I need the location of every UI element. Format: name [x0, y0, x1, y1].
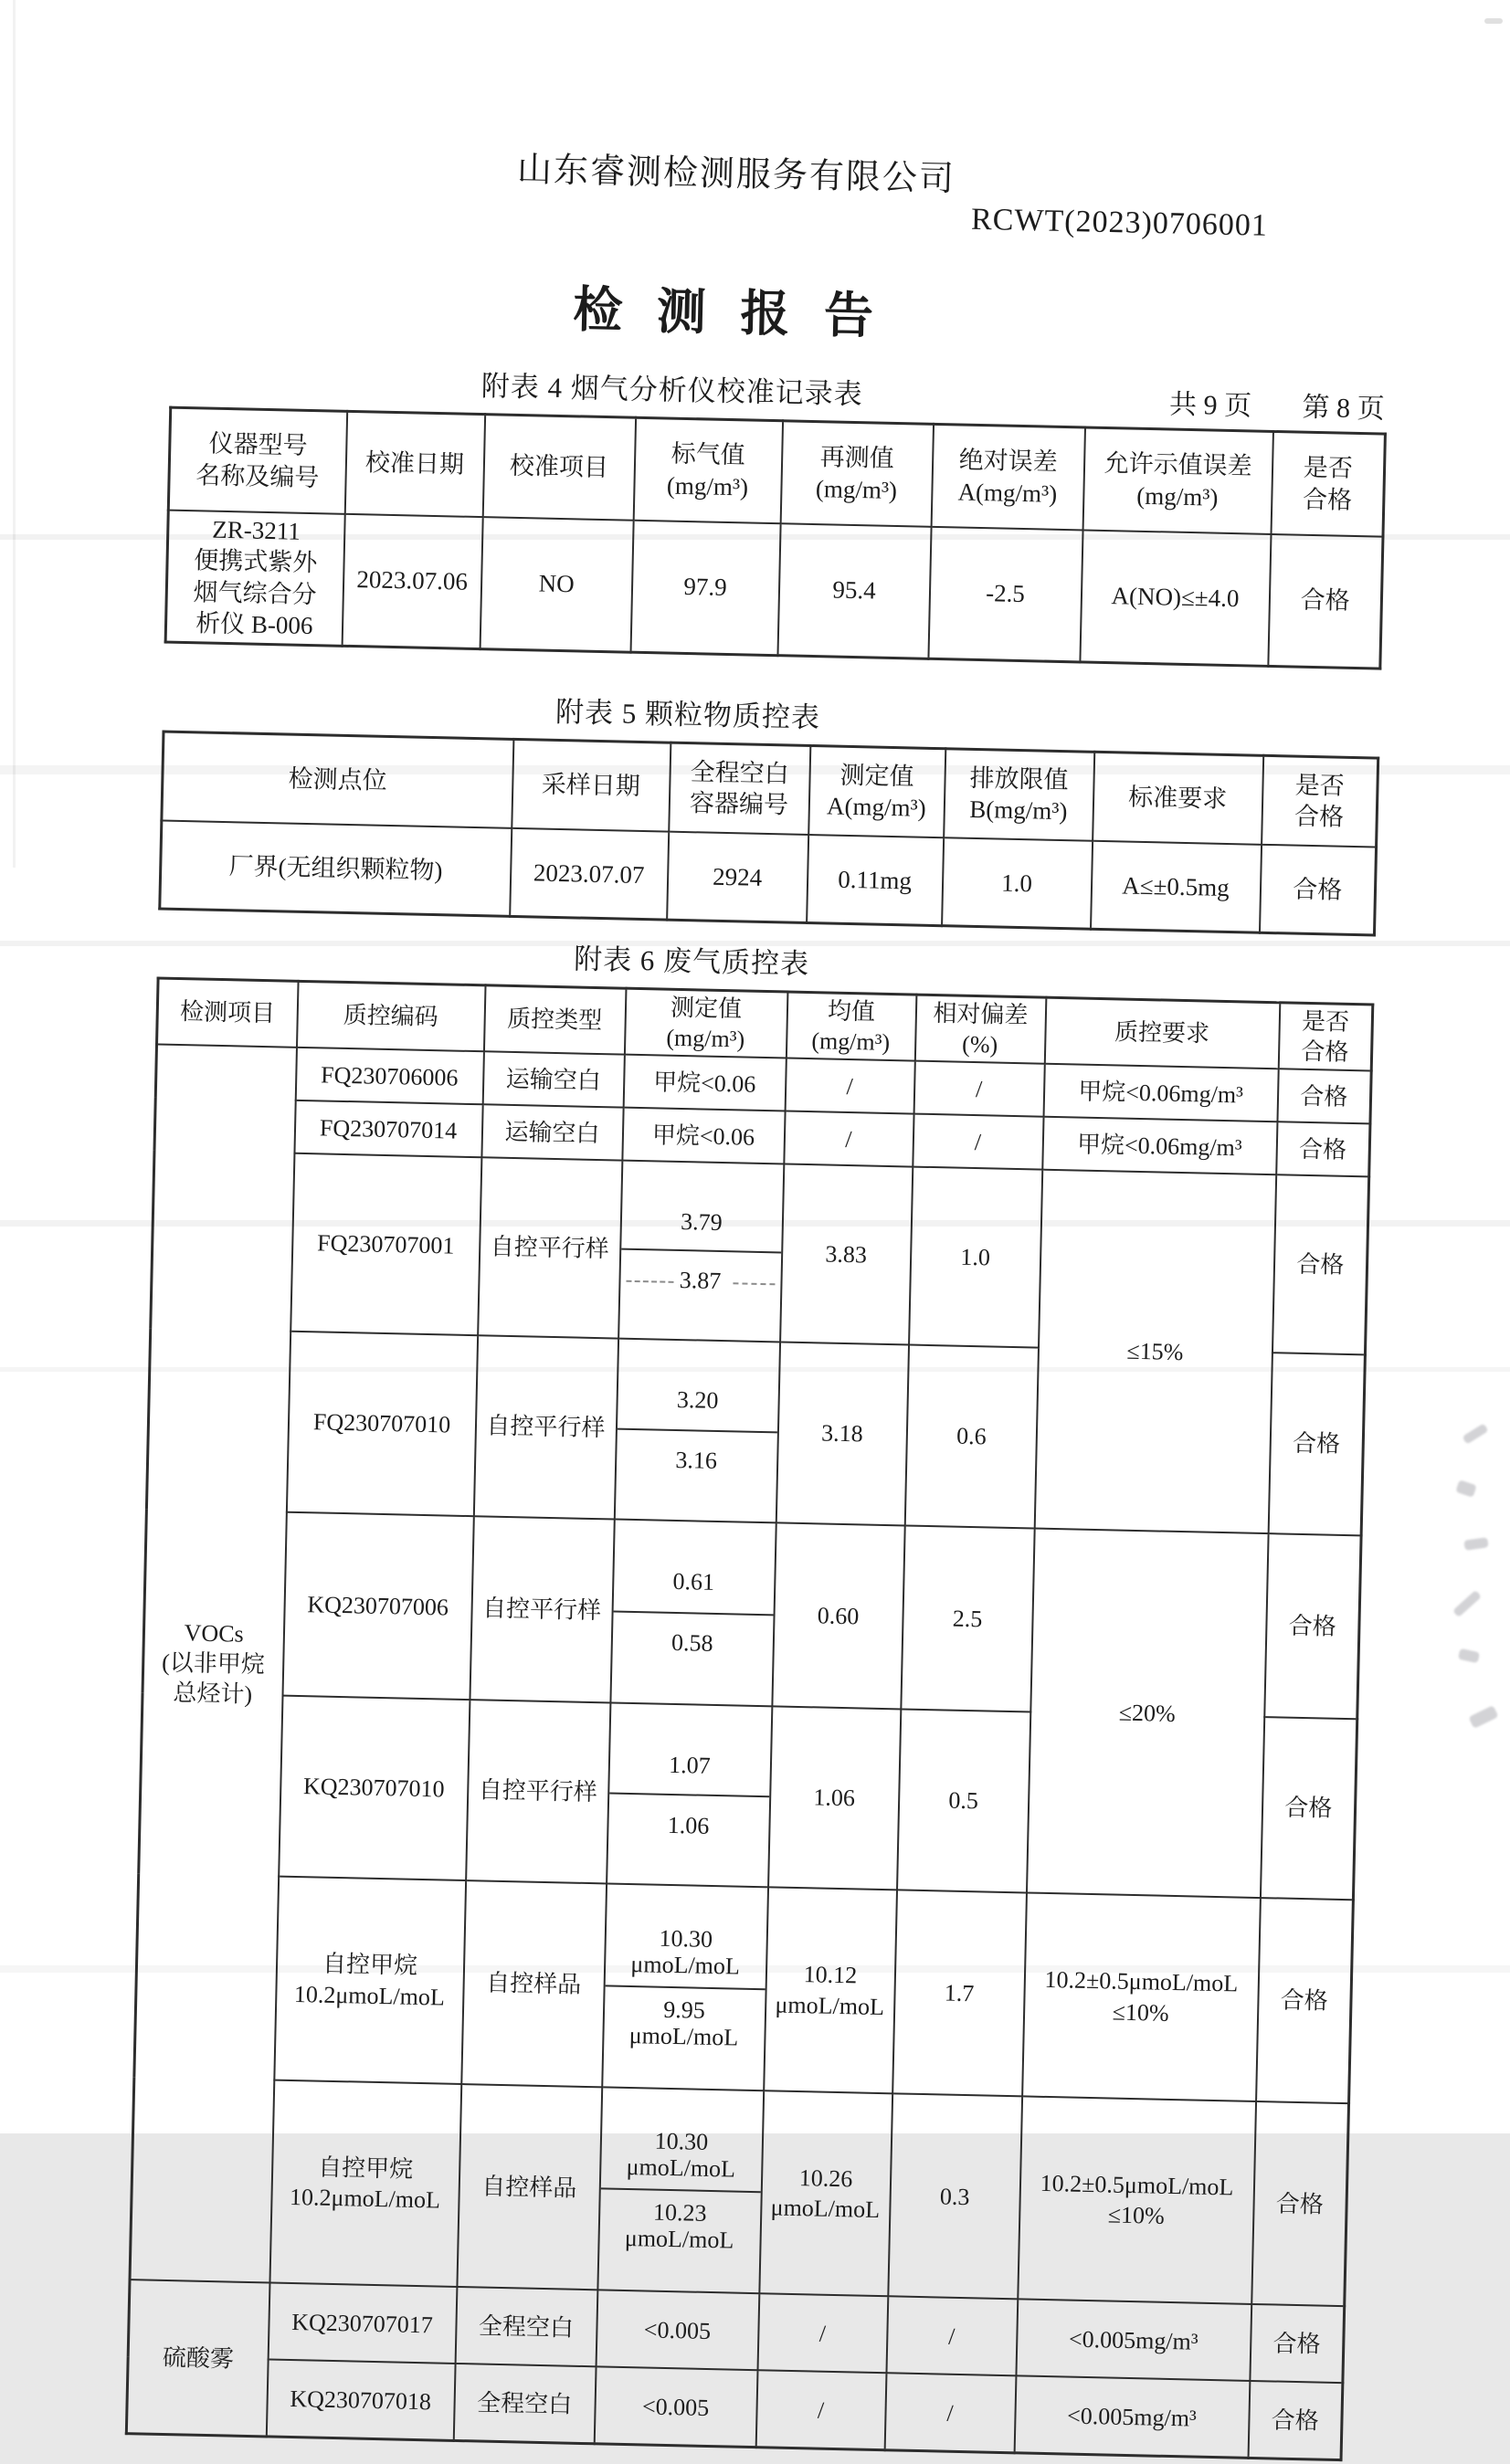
cell-type: 运输空白 — [482, 1051, 624, 1107]
header-cell: 允许示值误差 (mg/m³) — [1082, 427, 1272, 533]
cell-point: 厂界(无组织颗粒物) — [160, 821, 512, 916]
cell-deviation: 2.5 — [901, 1526, 1034, 1712]
cell-code: FQ230707001 — [290, 1153, 481, 1335]
page-total: 共 9 页 — [1168, 389, 1252, 422]
cell-value-2: 0.58 — [612, 1610, 773, 1675]
cell-qualified: 合格 — [1264, 1533, 1361, 1719]
cell-code: 自控甲烷 10.2μmoL/moL — [274, 1877, 466, 2084]
cell-value-pair — [610, 1520, 776, 1706]
cell-code: FQ230706006 — [295, 1048, 483, 1104]
cell-requirement: <0.005mg/m³ — [1016, 2300, 1251, 2382]
cell-type: 自控平行样 — [478, 1157, 622, 1338]
header-cell: 测定值 (mg/m³) — [624, 988, 787, 1058]
particulate-qc-table — [158, 730, 1379, 936]
cell-qualified: 合格 — [1259, 845, 1376, 935]
header-cell: 质控类型 — [483, 985, 626, 1054]
cell-mean: / — [757, 2294, 888, 2374]
table5-caption: 附表 5 颗粒物质控表 — [554, 695, 821, 733]
header-cell: 全程空白 容器编号 — [669, 742, 810, 835]
cell-qualified: 合格 — [1256, 1898, 1354, 2103]
waste-gas-qc-table — [125, 976, 1375, 2461]
cell-type: 自控样品 — [461, 1880, 607, 2087]
table6-caption: 附表 6 废气质控表 — [573, 942, 810, 980]
cell-deviation: / — [884, 2374, 1016, 2453]
cell-type: 自控样品 — [457, 2084, 602, 2290]
cell-qualified: 合格 — [1276, 1121, 1370, 1176]
cell-value-1: 10.30 μmoL/moL — [626, 2127, 736, 2183]
header-cell: 测定值 A(mg/m³) — [808, 745, 945, 837]
cell-mean: 3.83 — [780, 1164, 913, 1345]
cell-qualified: 合格 — [1248, 2381, 1343, 2459]
group-label-h2so4: 硫酸雾 — [126, 2280, 269, 2437]
header-cell: 标准要求 — [1093, 752, 1263, 845]
cell-requirement: <0.005mg/m³ — [1014, 2376, 1250, 2459]
cell-value-2: 10.23 μmoL/moL — [599, 2188, 761, 2263]
cell-type: 自控平行样 — [466, 1700, 610, 1884]
cell-deviation: 1.7 — [892, 1890, 1027, 2097]
flue-gas-calibration-table — [164, 406, 1387, 670]
cell-value: <0.005 — [596, 2290, 759, 2371]
cell-code: KQ230707006 — [282, 1512, 473, 1700]
header-cell: 采样日期 — [512, 739, 671, 832]
cell-deviation: 1.0 — [909, 1167, 1042, 1348]
page-current: 第 8 页 — [1302, 392, 1385, 425]
cell-qualified: 合格 — [1268, 1353, 1365, 1536]
cell-code: FQ230707014 — [294, 1100, 482, 1157]
cell-value-1: 1.07 — [668, 1751, 712, 1779]
header-cell: 均值 (mg/m³) — [786, 992, 916, 1061]
cell-deviation: 0.3 — [888, 2093, 1022, 2300]
cell-value-1: 3.20 — [676, 1386, 719, 1415]
cell-code: 自控甲烷 10.2μmoL/moL — [269, 2080, 461, 2287]
cell-value: <0.005 — [594, 2367, 757, 2448]
cell-code: KQ230707017 — [268, 2283, 457, 2364]
cell-value-pair — [607, 1702, 772, 1887]
cell-value-1: 10.30 μmoL/moL — [630, 1924, 741, 1980]
cell-qualified: 合格 — [1250, 2304, 1345, 2383]
cell-deviation: / — [913, 1114, 1043, 1170]
header-cell: 相对偏差 (%) — [914, 995, 1046, 1064]
cell-date: 2023.07.06 — [342, 513, 482, 648]
cell-value-2: 3.87 — [619, 1248, 780, 1311]
header-cell: 是否 合格 — [1262, 755, 1378, 848]
table-row — [130, 2077, 1349, 2306]
cell-value-pair — [618, 1161, 784, 1342]
pagination — [1169, 381, 1385, 426]
cell-mean: / — [784, 1111, 913, 1167]
report-content — [125, 133, 1390, 2461]
cell-type: 全程空白 — [455, 2287, 597, 2366]
header-cell: 仪器型号 名称及编号 — [168, 407, 346, 513]
table4-caption: 附表 4 烟气分析仪校准记录表 — [480, 370, 864, 411]
header-cell: 校准项目 — [482, 415, 635, 521]
scan-corner-artifact — [1484, 18, 1503, 24]
cell-value-pair — [614, 1338, 779, 1522]
cell-requirement-merged: ≤15% — [1034, 1170, 1276, 1534]
cell-value: 甲烷<0.06 — [623, 1055, 786, 1111]
company-name: 山东睿测检测服务有限公司 — [516, 150, 956, 199]
cell-allowed-error: A(NO)≤±4.0 — [1080, 530, 1271, 666]
cell-requirement: 甲烷<0.06mg/m³ — [1042, 1117, 1277, 1175]
cell-qualified: 合格 — [1268, 533, 1383, 668]
header-cell: 标气值 (mg/m³) — [633, 417, 782, 522]
cell-container-no: 2924 — [667, 832, 808, 922]
cell-code: FQ230707010 — [286, 1331, 477, 1516]
header-cell: 绝对误差 A(mg/m³) — [931, 424, 1084, 530]
header-cell: 是否 合格 — [1271, 431, 1385, 536]
cell-qualified: 合格 — [1277, 1069, 1371, 1123]
table-row — [143, 1510, 1361, 1719]
cell-deviation: / — [886, 2297, 1018, 2376]
cell-mean: 10.12 μmoL/moL — [764, 1888, 897, 2094]
cell-mean: / — [785, 1058, 914, 1114]
cell-requirement-merged: ≤20% — [1026, 1529, 1268, 1899]
cell-mean: / — [755, 2371, 886, 2450]
cell-value-2: 3.16 — [616, 1428, 776, 1492]
cell-code: KQ230707018 — [266, 2360, 455, 2440]
cell-code: KQ230707010 — [279, 1695, 470, 1880]
cell-deviation: 0.6 — [904, 1344, 1038, 1529]
group-label-vocs: VOCs (以非甲烷 总烃计) — [130, 1045, 296, 2283]
cell-qualified: 合格 — [1272, 1174, 1368, 1354]
cell-value-1: 0.61 — [672, 1568, 715, 1596]
cell-requirement: 10.2±0.5μmoL/moL ≤10% — [1018, 2096, 1256, 2304]
cell-value: 甲烷<0.06 — [622, 1108, 785, 1164]
cell-instrument: ZR-3211 便携式紫外 烟气综合分 析仪 B-006 — [165, 510, 344, 646]
header-cell: 是否 合格 — [1278, 1002, 1373, 1070]
cell-type: 自控平行样 — [473, 1335, 618, 1520]
cell-value-pair — [602, 1884, 768, 2090]
cell-value-2: 1.06 — [607, 1793, 768, 1857]
cell-mean: 1.06 — [768, 1706, 901, 1890]
ink-bleed-artifact — [1448, 1420, 1508, 1785]
cell-requirement: 10.2±0.5μmoL/moL ≤10% — [1022, 1893, 1261, 2101]
cell-type: 自控平行样 — [470, 1516, 614, 1702]
table-row — [134, 1874, 1354, 2103]
header-cell: 排放限值 B(mg/m³) — [944, 748, 1094, 841]
cell-deviation: / — [913, 1061, 1044, 1117]
report-title: 检 测 报 告 — [572, 282, 885, 344]
cell-value-pair — [597, 2087, 764, 2293]
header-cell: 质控编码 — [296, 981, 485, 1051]
header-cell: 再测值 (mg/m³) — [780, 421, 933, 527]
cell-qualified: 合格 — [1260, 1717, 1357, 1901]
cell-limit: 1.0 — [942, 837, 1093, 929]
cell-mean: 3.18 — [776, 1342, 908, 1526]
cell-mean: 10.26 μmoL/moL — [759, 2090, 892, 2297]
header-cell: 校准日期 — [344, 411, 484, 516]
table-row — [165, 510, 1383, 669]
header-cell: 质控要求 — [1044, 997, 1280, 1069]
cell-standard: A≤±0.5mg — [1091, 841, 1262, 932]
header-cell: 检测项目 — [157, 978, 299, 1048]
cell-requirement: 甲烷<0.06mg/m³ — [1043, 1064, 1278, 1122]
cell-value-2: 9.95 μmoL/moL — [603, 1985, 765, 2059]
cell-deviation: 0.5 — [897, 1709, 1030, 1893]
cell-type: 全程空白 — [453, 2364, 596, 2443]
cell-item: NO — [480, 517, 633, 652]
cell-retest-value: 95.4 — [777, 523, 931, 658]
cell-abs-error: -2.5 — [928, 526, 1082, 661]
cell-std-value: 97.9 — [630, 520, 780, 655]
cell-measured: 0.11mg — [807, 835, 944, 925]
cell-type: 运输空白 — [481, 1104, 623, 1160]
cell-mean: 0.60 — [772, 1523, 904, 1710]
table-row — [151, 1151, 1369, 1354]
header-cell: 检测点位 — [162, 732, 513, 828]
cell-date: 2023.07.07 — [510, 828, 669, 920]
cell-value-1: 3.79 — [680, 1207, 723, 1236]
report-number: RCWT(2023)0706001 — [970, 202, 1269, 243]
cell-qualified: 合格 — [1251, 2101, 1349, 2307]
